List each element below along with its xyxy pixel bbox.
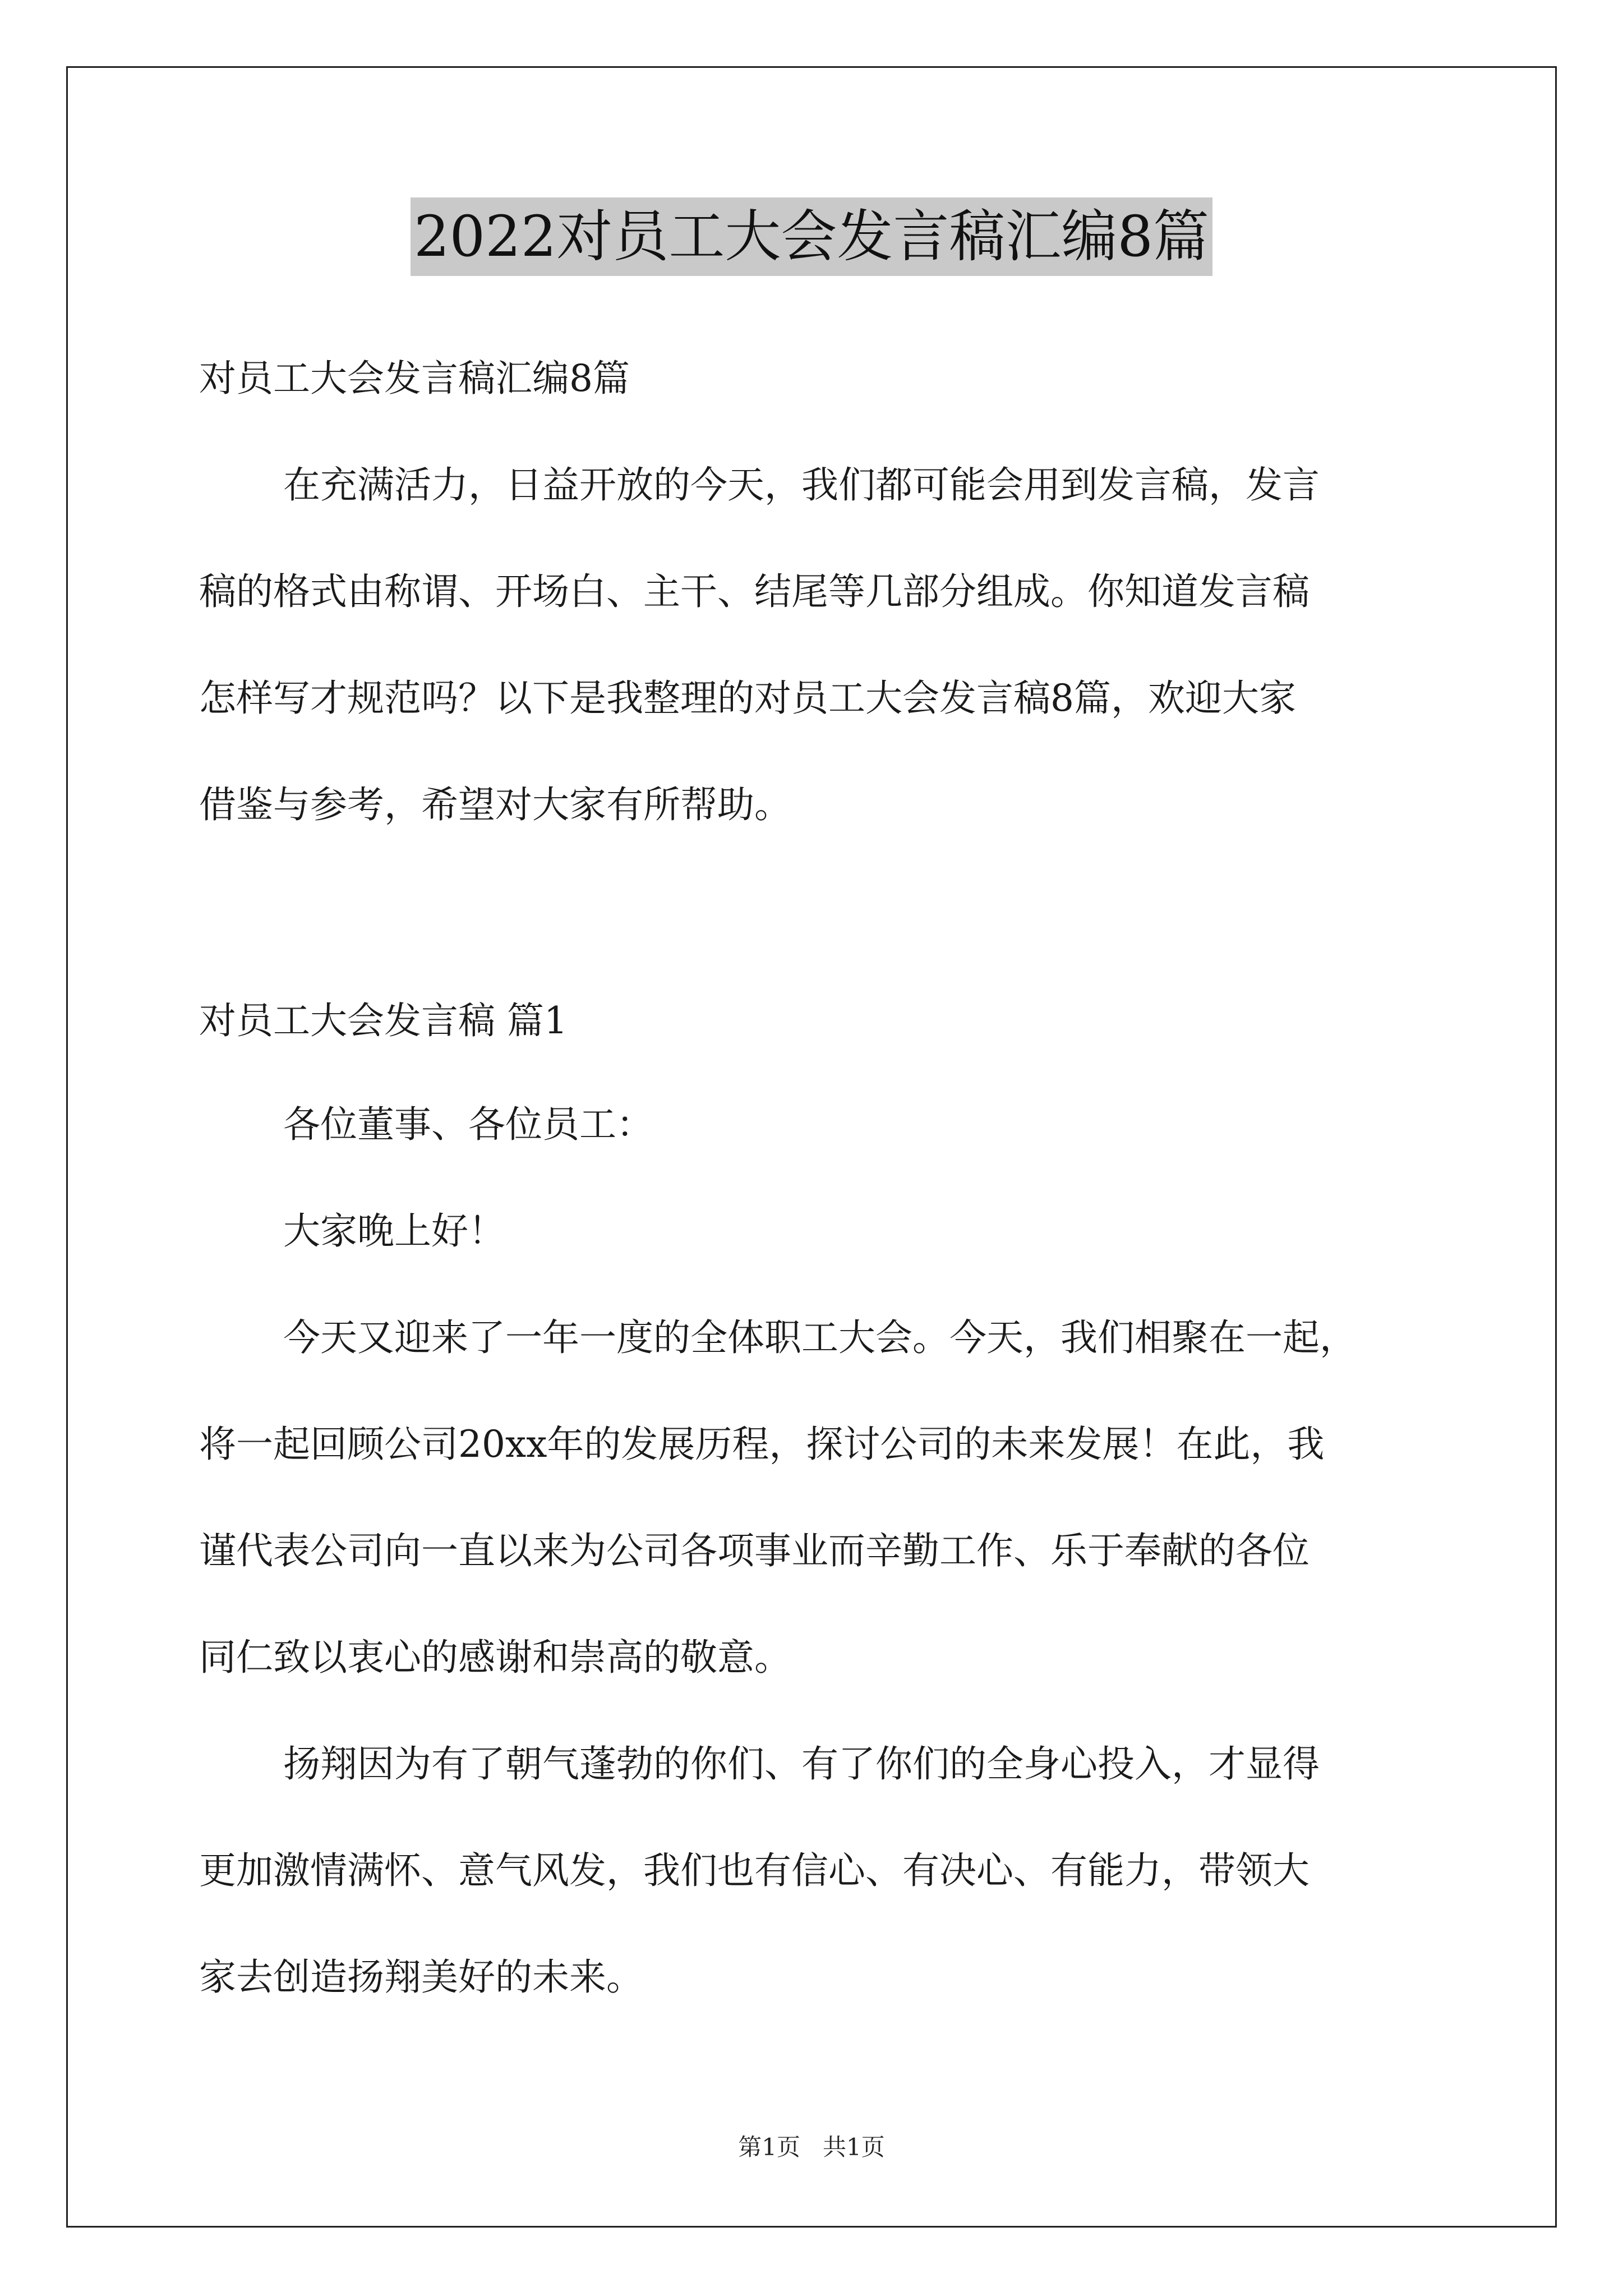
paragraph-line: 家去创造扬翔美好的未来。 [199,1955,643,1999]
page-footer: 第1页 共1页 [738,2133,885,2161]
intro-line: 在充满活力，日益开放的今天，我们都可能会用到发言稿，发言 [283,463,1320,507]
document-title [0,197,1623,276]
salutation: 各位董事、各位员工： [283,1103,653,1146]
paragraph-line: 今天又迎来了一年一度的全体职工大会。今天，我们相聚在一起， [283,1316,1357,1359]
paragraph-line: 扬翔因为有了朝气蓬勃的你们、有了你们的全身心投入，才显得 [283,1742,1320,1786]
paragraph-line: 更加激情满怀、意气风发，我们也有信心、有决心、有能力，带领大 [199,1849,1310,1892]
document-subtitle: 对员工大会发言稿汇编8篇 [199,357,630,400]
intro-line: 借鉴与参考，希望对大家有所帮助。 [199,783,791,826]
intro-line: 怎样写才规范吗？以下是我整理的对员工大会发言稿8篇，欢迎大家 [199,677,1296,720]
intro-line: 稿的格式由称谓、开场白、主干、结尾等几部分组成。你知道发言稿 [199,570,1310,613]
paragraph-line: 同仁致以衷心的感谢和崇高的敬意。 [199,1636,791,1679]
paragraph-line: 谨代表公司向一直以来为公司各项事业而辛勤工作、乐于奉献的各位 [199,1529,1310,1572]
section-heading: 对员工大会发言稿 篇1 [199,999,568,1042]
document-title-text: 2022对员工大会发言稿汇编8篇 [411,197,1212,276]
paragraph-line: 将一起回顾公司20xx年的发展历程，探讨公司的未来发展！在此，我 [199,1423,1325,1466]
greeting: 大家晚上好！ [283,1209,505,1253]
